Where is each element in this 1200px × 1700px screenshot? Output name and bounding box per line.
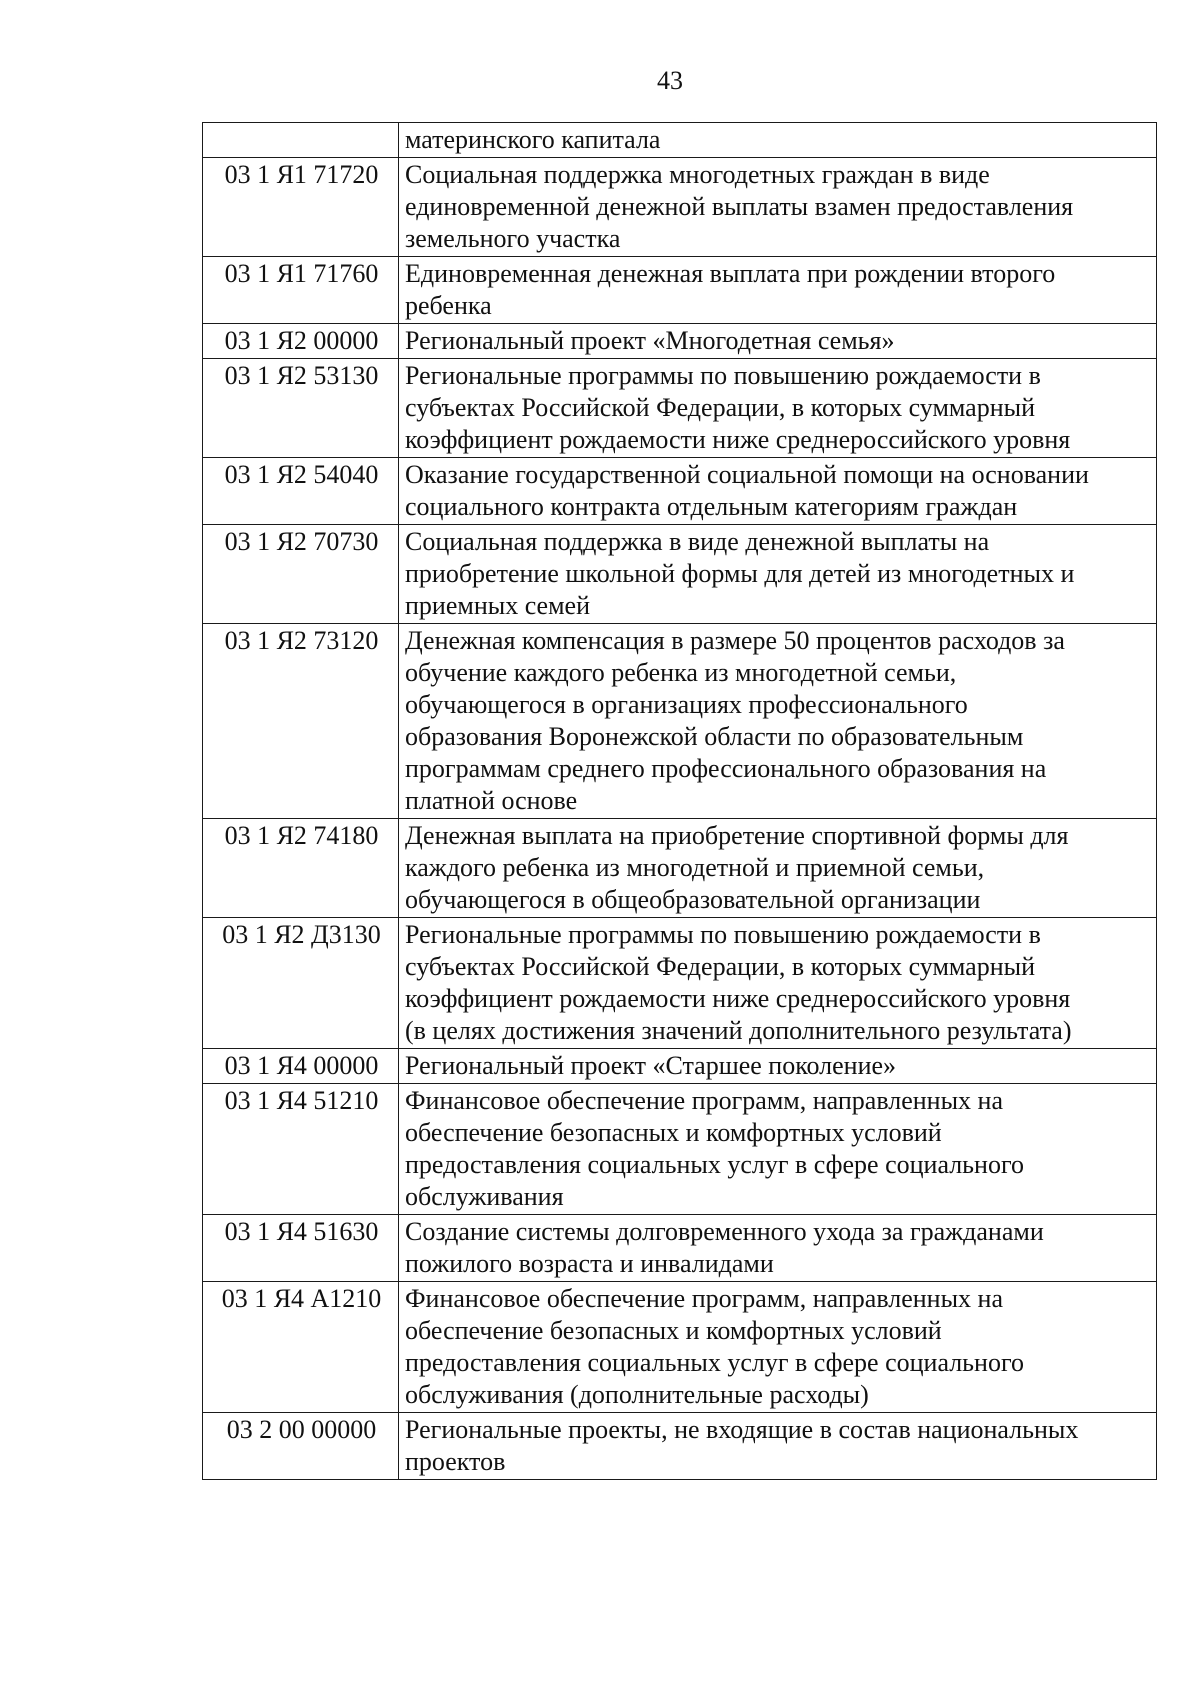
budget-classification-table: [202, 122, 1157, 1480]
description-cell: Социальная поддержка многодетных граждан в виде единовременной денежной выплаты взамен предоставления земельного участка: [399, 158, 1157, 257]
code-cell: 03 1 Я2 73120: [203, 624, 399, 819]
description-cell: Региональные программы по повышению рождаемости в субъектах Российской Федерации, в которых суммарный коэффициент рождаемости ниже среднероссийского уровня (в целях достижения значений дополнительного результата): [399, 918, 1157, 1049]
description-cell: Социальная поддержка в виде денежной выплаты на приобретение школьной формы для детей из многодетных и приемных семей: [399, 525, 1157, 624]
description-cell: Региональный проект «Многодетная семья»: [399, 324, 1157, 359]
code-cell: [203, 123, 399, 158]
code-cell: 03 1 Я4 00000: [203, 1049, 399, 1084]
code-cell: 03 1 Я2 00000: [203, 324, 399, 359]
table-row: [203, 324, 1157, 359]
description-cell: Финансовое обеспечение программ, направленных на обеспечение безопасных и комфортных условий предоставления социальных услуг в сфере социального обслуживания: [399, 1084, 1157, 1215]
code-cell: 03 1 Я2 54040: [203, 458, 399, 525]
table-row: [203, 257, 1157, 324]
table-row: [203, 123, 1157, 158]
table-row: [203, 458, 1157, 525]
code-cell: 03 1 Я4 51630: [203, 1215, 399, 1282]
table-row: [203, 525, 1157, 624]
description-cell: Региональные программы по повышению рождаемости в субъектах Российской Федерации, в которых суммарный коэффициент рождаемости ниже среднероссийского уровня: [399, 359, 1157, 458]
description-cell: Региональные проекты, не входящие в состав национальных проектов: [399, 1413, 1157, 1480]
description-cell: материнского капитала: [399, 123, 1157, 158]
code-cell: 03 1 Я2 53130: [203, 359, 399, 458]
table-row: [203, 158, 1157, 257]
table-row: [203, 624, 1157, 819]
code-cell: 03 2 00 00000: [203, 1413, 399, 1480]
table-row: [203, 1084, 1157, 1215]
code-cell: 03 1 Я1 71760: [203, 257, 399, 324]
table-row: [203, 359, 1157, 458]
table-row: [203, 1282, 1157, 1413]
code-cell: 03 1 Я2 70730: [203, 525, 399, 624]
description-cell: Денежная выплата на приобретение спортивной формы для каждого ребенка из многодетной и приемной семьи, обучающегося в общеобразовательной организации: [399, 819, 1157, 918]
code-cell: 03 1 Я4 51210: [203, 1084, 399, 1215]
description-cell: Финансовое обеспечение программ, направленных на обеспечение безопасных и комфортных условий предоставления социальных услуг в сфере социального обслуживания (дополнительные расходы): [399, 1282, 1157, 1413]
table-row: [203, 819, 1157, 918]
code-cell: 03 1 Я2 Д3130: [203, 918, 399, 1049]
code-cell: 03 1 Я4 А1210: [203, 1282, 399, 1413]
page-number: 43: [657, 66, 683, 95]
table-row: [203, 1049, 1157, 1084]
description-cell: Денежная компенсация в размере 50 процентов расходов за обучение каждого ребенка из многодетной семьи, обучающегося в организациях профессионального образования Воронежской области по образовательным программам среднего профессионального образования на платной основе: [399, 624, 1157, 819]
description-cell: Создание системы долговременного ухода за гражданами пожилого возраста и инвалидами: [399, 1215, 1157, 1282]
table-row: [203, 918, 1157, 1049]
table-row: [203, 1413, 1157, 1480]
description-cell: Оказание государственной социальной помощи на основании социального контракта отдельным категориям граждан: [399, 458, 1157, 525]
code-cell: 03 1 Я1 71720: [203, 158, 399, 257]
code-cell: 03 1 Я2 74180: [203, 819, 399, 918]
table-row: [203, 1215, 1157, 1282]
description-cell: Единовременная денежная выплата при рождении второго ребенка: [399, 257, 1157, 324]
description-cell: Региональный проект «Старшее поколение»: [399, 1049, 1157, 1084]
